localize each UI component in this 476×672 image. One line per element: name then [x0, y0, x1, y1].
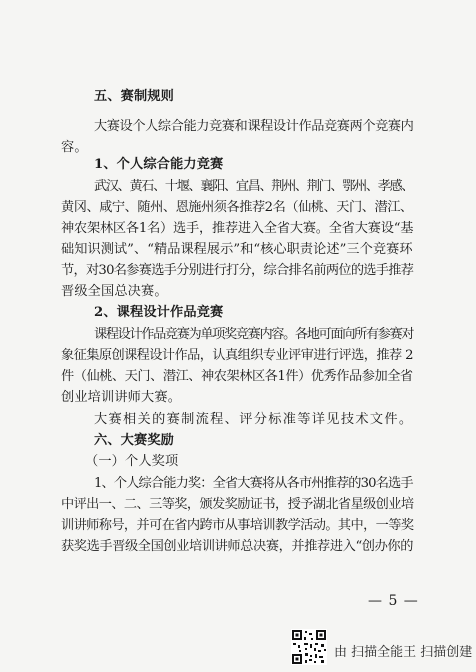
paragraph-line: 象征集原创课程设计作品，认真组织专业评审进行评选，推荐 2	[61, 348, 413, 363]
paragraph-line: 创业培训讲师大赛。	[61, 390, 182, 405]
paragraph-line: 训讲师称号，并可在省内跨市从事培训教学活动。其中，一等奖	[61, 518, 414, 533]
section-heading-5: 五、赛制规则	[94, 89, 175, 104]
paragraph-line: 1、个人综合能力奖：全省大赛将从各市州推荐的30名选手	[94, 476, 413, 491]
paragraph-line: 神农架林区各1名）选手，推荐进入全省大赛。全省大赛设“基	[61, 221, 414, 236]
scanner-watermark: 由 扫描全能王 扫描创建	[334, 645, 473, 660]
paragraph-line: 础知识测试”、“精品课程展示”和“核心职责论述”三个竞赛环	[61, 242, 413, 257]
paragraph-line: 件（仙桃、天门、潜江、神农架林区各1件）优秀作品参加全省	[61, 369, 413, 384]
paragraph-line: 容。	[61, 140, 88, 155]
paragraph-line: 武汉、黄石、十堰、襄阳、宜昌、荆州、荆门、鄂州、孝感、	[94, 179, 414, 194]
paragraph-line: 黄冈、咸宁、随州、恩施州须各推荐2名（仙桃、天门、潜江、	[61, 200, 413, 215]
page-number: — 5 —	[368, 593, 419, 609]
subsection-heading-1: 1、个人综合能力竞赛	[94, 157, 224, 172]
subsection-heading-personal: （一）个人奖项	[85, 454, 179, 469]
paragraph-line: 大赛设个人综合能力竞赛和课程设计作品竞赛两个竞赛内	[94, 119, 414, 134]
paragraph-line: 获奖选手晋级全国创业培训讲师总决赛，并推荐进入“创办你的	[61, 539, 414, 554]
qr-code-icon	[291, 629, 327, 665]
paragraph-line: 中评出一、二、三等奖，颁发奖励证书，授予湖北省星级创业培	[61, 497, 414, 512]
paragraph-line: 晋级全国总决赛。	[61, 284, 168, 299]
paragraph-line: 节，对30名参赛选手分别进行打分，综合排名前两位的选手推荐	[61, 263, 414, 278]
subsection-heading-2: 2、课程设计作品竞赛	[94, 305, 224, 320]
section-heading-6: 六、大赛奖励	[94, 433, 175, 448]
paragraph-line: 大赛相关的赛制流程、评分标准等详见技术文件。	[94, 412, 414, 427]
paragraph-line: 课程设计作品竞赛为单项奖竞赛内容。各地可面向所有参赛对	[94, 327, 414, 342]
